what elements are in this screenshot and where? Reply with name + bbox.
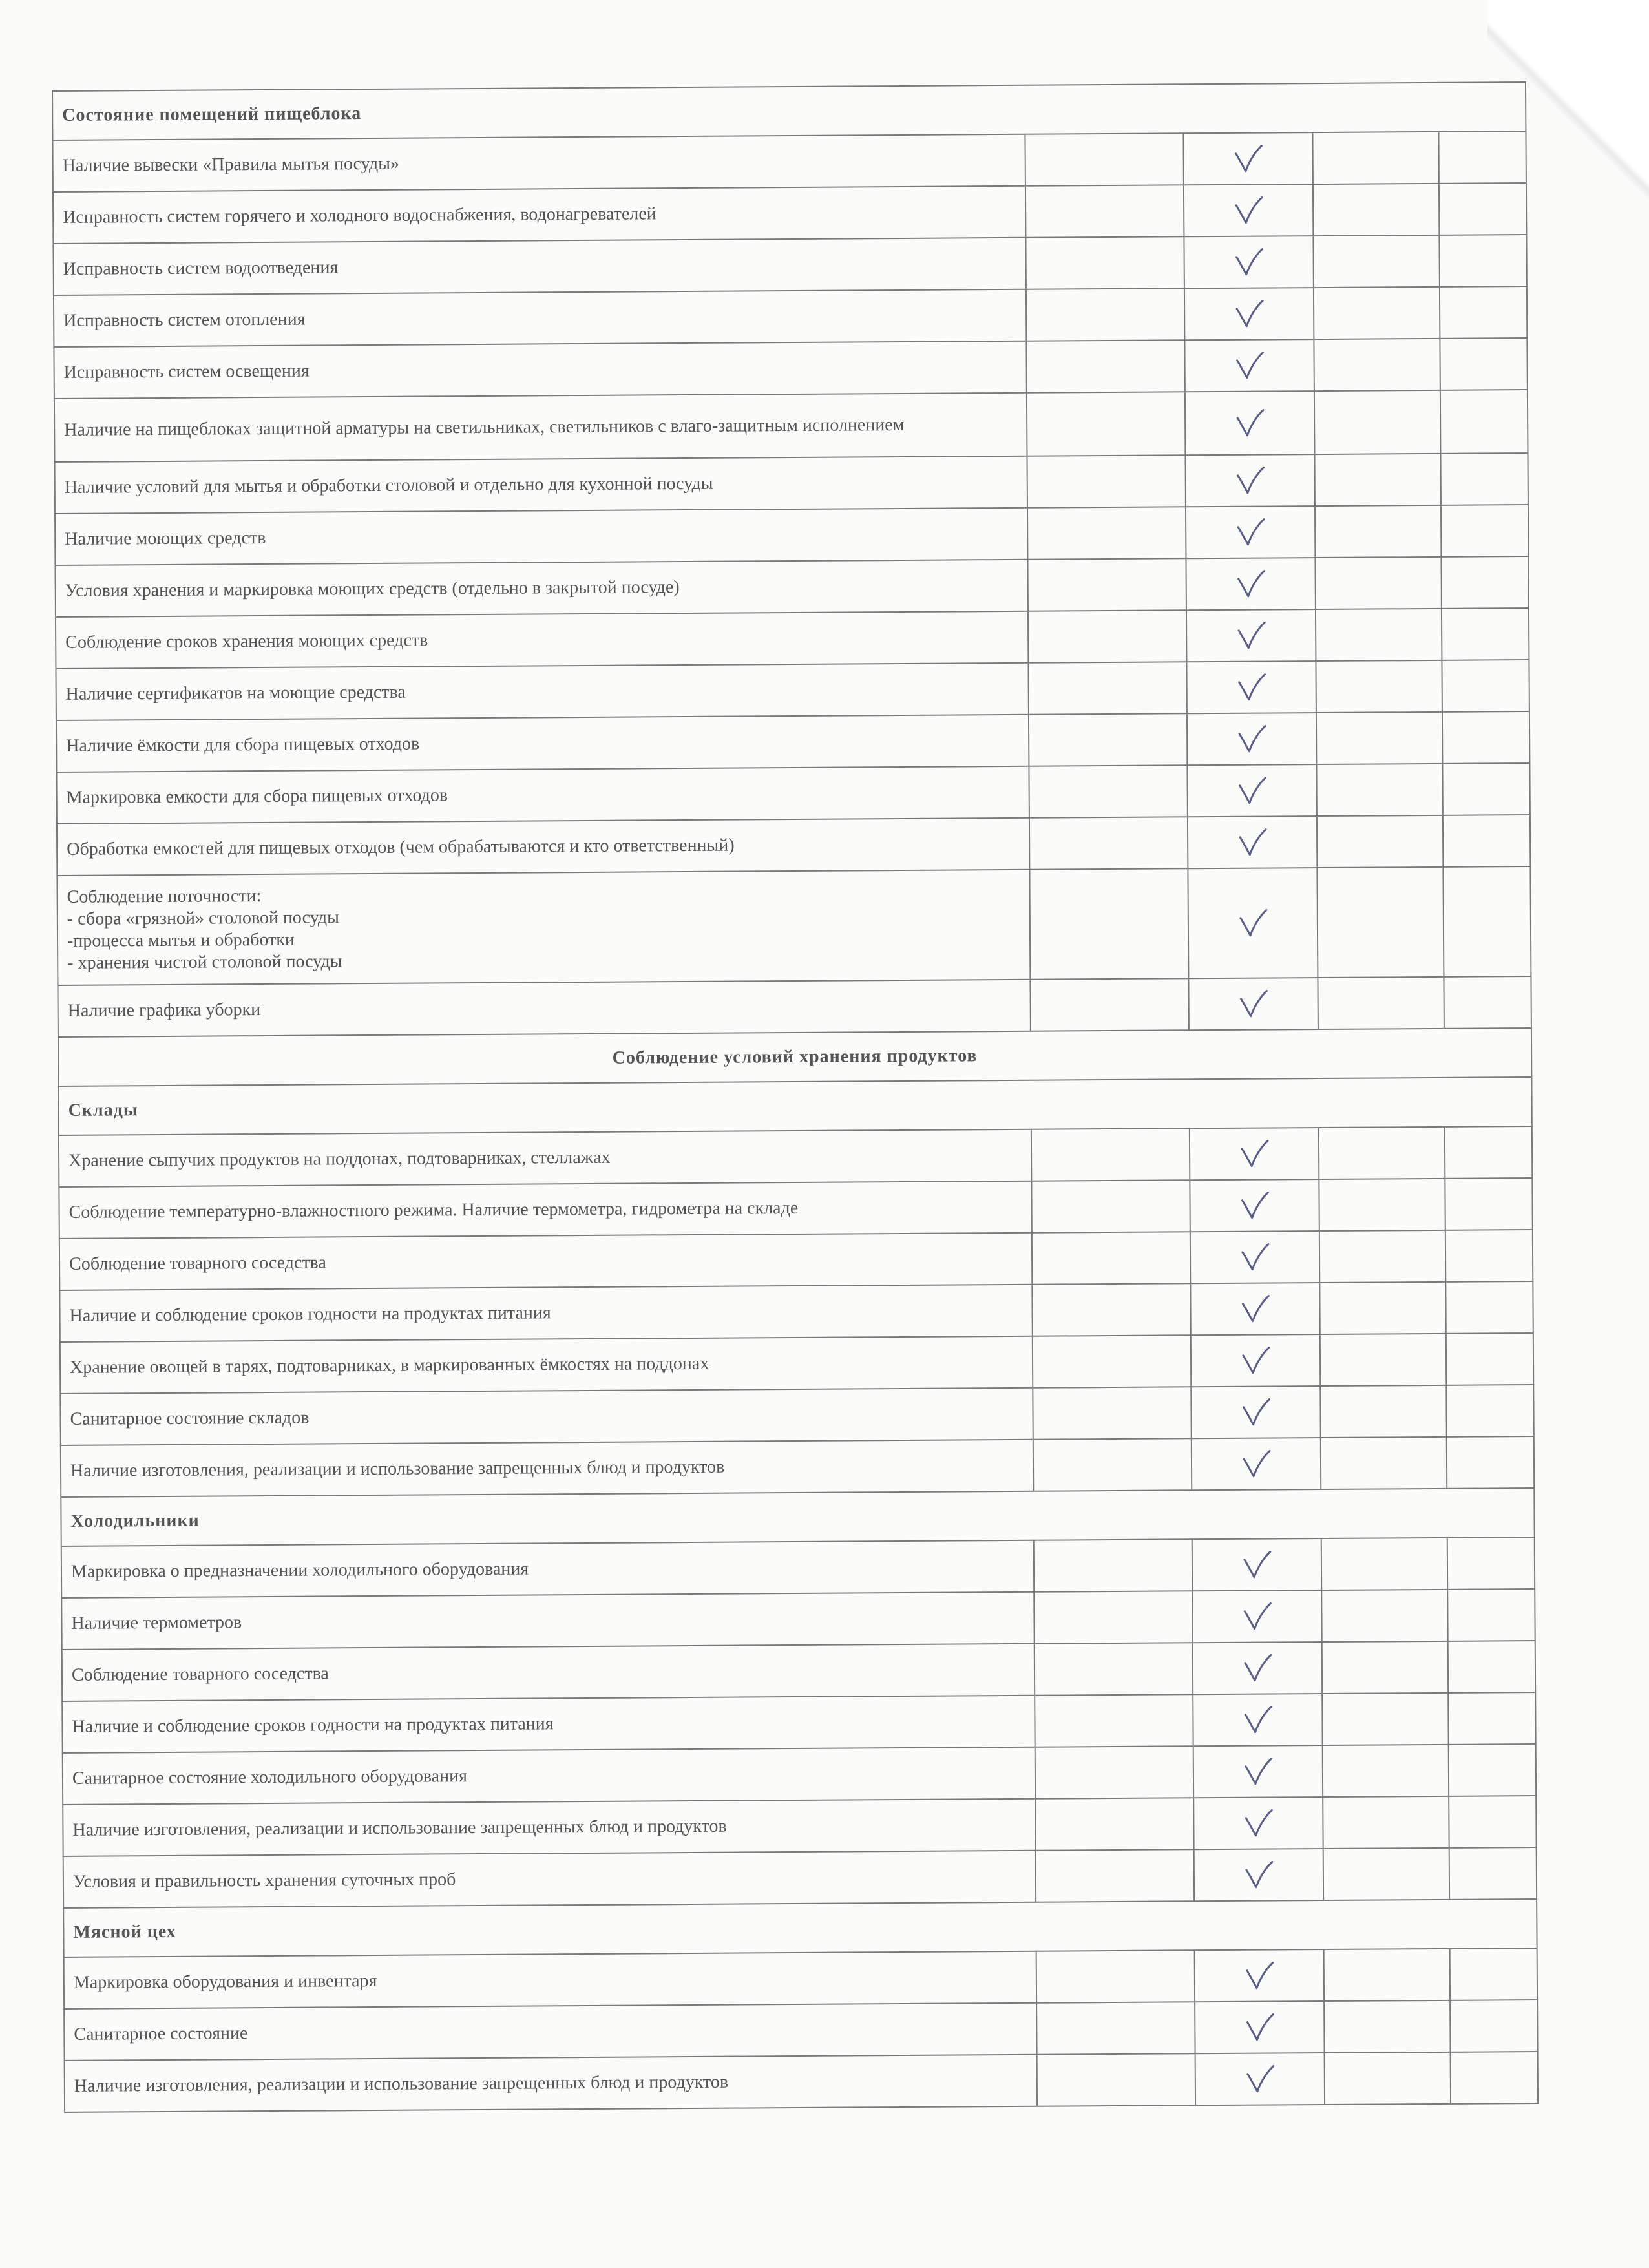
checklist-row [54,286,1527,347]
yes-mark-cell [1184,184,1313,236]
check-mark-icon [1190,989,1318,1018]
check-mark-icon [1188,828,1316,857]
criterion-text: Наличие изготовления, реализации и использование запрещенных блюд и продуктов [61,1440,1033,1497]
yes-mark-cell [1193,1745,1323,1798]
empty-mark-cell [1028,662,1186,714]
check-mark-icon [1192,1449,1320,1478]
criterion-text: Соблюдение товарного соседства [62,1644,1035,1701]
section-title: Мясной цех [63,1899,1537,1957]
checklist-row [54,390,1528,462]
empty-mark-cell [1439,183,1526,235]
criterion-text: Соблюдение поточности: - сбора «грязной» столовой посуды -процесса мытья и обработки - хранения чистой столовой посуды [57,870,1030,985]
checklist-row [63,1847,1537,1908]
empty-mark-cell [1312,132,1438,184]
empty-mark-cell [1313,235,1439,288]
yes-mark-cell [1191,1334,1320,1387]
yes-mark-cell [1192,1438,1321,1490]
checklist-row [56,711,1529,772]
checklist-sheet [52,81,1538,2223]
yes-mark-cell [1193,1642,1322,1694]
checklist-row [63,1744,1536,1805]
empty-mark-cell [1441,505,1528,557]
empty-mark-cell [1027,392,1186,456]
empty-mark-cell [1440,390,1528,454]
criterion-text: Санитарное состояние [64,2003,1036,2061]
checklist-row [64,2000,1537,2061]
empty-mark-cell [1443,815,1530,867]
empty-mark-cell [1447,1589,1535,1641]
criterion-text: Наличие изготовления, реализации и использование запрещенных блюд и продуктов [63,1799,1035,1856]
yes-mark-cell [1187,764,1316,817]
check-mark-icon [1194,1757,1322,1786]
empty-mark-cell [1438,131,1526,184]
check-mark-icon [1193,1705,1321,1734]
criterion-text: Исправность систем водоотведения [53,238,1025,295]
empty-mark-cell [1449,1744,1536,1796]
criterion-text: Условия хранения и маркировка моющих средств (отдельно в закрытой посуде) [55,560,1027,617]
yes-mark-cell [1195,2053,1325,2105]
empty-mark-cell [1035,1746,1193,1798]
empty-mark-cell [1446,1333,1533,1385]
empty-mark-cell [1318,977,1444,1029]
empty-mark-cell [1029,817,1188,869]
empty-mark-cell [1449,1847,1537,1900]
empty-mark-cell [1035,1643,1193,1695]
yes-mark-cell [1184,339,1314,392]
check-mark-icon [1193,1602,1321,1631]
empty-mark-cell [1445,1178,1532,1230]
yes-mark-cell [1194,1849,1323,1901]
yes-mark-cell [1185,391,1315,455]
empty-mark-cell [1324,1949,1450,2001]
empty-mark-cell [1026,288,1184,341]
empty-mark-cell [1322,1641,1448,1694]
empty-mark-cell [1442,660,1529,712]
check-mark-icon [1188,776,1316,805]
yes-mark-cell [1190,1128,1319,1180]
empty-mark-cell [1440,453,1528,505]
empty-mark-cell [1321,1538,1447,1590]
criterion-text: Наличие и соблюдение сроков годности на продуктах питания [62,1696,1035,1753]
checklist-row [58,976,1531,1037]
empty-mark-cell [1444,976,1531,1029]
check-mark-icon [1189,908,1317,938]
section-header-row [61,1488,1534,1546]
criterion-text: Обработка емкостей для пищевых отходов (чем обрабатываются и кто ответственный) [57,818,1029,876]
criterion-text: Хранение сыпучих продуктов на поддонах, подтоварниках, стеллажах [59,1129,1031,1187]
checklist-row [55,453,1528,514]
empty-mark-cell [1325,2052,1451,2105]
empty-mark-cell [1027,507,1186,559]
empty-mark-cell [1036,1950,1195,2002]
checklist-row [57,815,1530,876]
checklist-row [63,1796,1536,1856]
check-mark-icon [1194,1809,1322,1838]
checklist-row [59,1230,1533,1290]
criterion-text: Наличие сертификатов на моющие средства [56,663,1028,720]
check-mark-icon [1191,1294,1319,1323]
criterion-text: Хранение овощей в тарях, подтоварниках, в маркированных ёмкостях на поддонах [60,1336,1033,1394]
checklist-row [52,131,1526,192]
criterion-text: Наличие моющих средств [55,508,1027,565]
yes-mark-cell [1195,1949,1324,2002]
check-mark-icon [1187,569,1315,598]
check-mark-icon [1190,1139,1318,1168]
empty-mark-cell [1314,390,1441,454]
checklist-row [60,1385,1533,1445]
criterion-text: Наличие и соблюдение сроков годности на продуктах питания [59,1285,1032,1342]
checklist-row [61,1436,1534,1497]
section-title: Склады [58,1077,1531,1135]
criterion-text: Маркировка емкости для сбора пищевых отходов [56,766,1029,824]
yes-mark-cell [1190,1231,1319,1283]
empty-mark-cell [1315,557,1441,609]
criterion-text: Наличие на пищеблоках защитной арматуры на светильниках, светильников с влаго-защитным исполнением [54,393,1027,462]
criterion-text: Маркировка о предназначении холодильного оборудования [61,1540,1034,1598]
empty-mark-cell [1030,978,1188,1031]
check-mark-icon [1186,351,1314,380]
empty-mark-cell [1451,2052,1538,2104]
empty-mark-cell [1448,1641,1535,1693]
empty-mark-cell [1037,2053,1195,2106]
empty-mark-cell [1321,1590,1447,1642]
empty-mark-cell [1027,558,1186,611]
empty-mark-cell [1035,1798,1193,1850]
empty-mark-cell [1449,1796,1536,1848]
empty-mark-cell [1025,185,1184,237]
empty-mark-cell [1033,1335,1191,1387]
criterion-text: Санитарное состояние складов [60,1388,1033,1445]
yes-mark-cell [1188,978,1318,1030]
criterion-text: Исправность систем горячего и холодного водоснабжения, водонагревателей [53,186,1025,244]
section-header-row [63,1899,1537,1957]
yes-mark-cell [1186,609,1316,662]
yes-mark-cell [1187,713,1316,765]
empty-mark-cell [1031,1180,1190,1232]
criterion-text: Наличие вывески «Правила мытья посуды» [52,134,1025,192]
criterion-text: Санитарное состояние холодильного оборудования [63,1747,1035,1805]
empty-mark-cell [1036,2002,1195,2054]
empty-mark-cell [1025,236,1184,289]
check-mark-icon [1190,1191,1318,1220]
criterion-text: Наличие ёмкости для сбора пищевых отходов [56,715,1029,772]
empty-mark-cell [1320,1385,1446,1438]
section-header-row [58,1028,1531,1086]
check-mark-icon [1186,466,1314,495]
criterion-text: Исправность систем освещения [54,341,1026,399]
checklist-row [54,338,1527,399]
check-mark-icon [1192,1346,1319,1375]
checklist-row [62,1692,1535,1753]
checklist-row [60,1333,1533,1394]
empty-mark-cell [1025,133,1183,185]
checklist-row [64,1948,1537,2009]
criterion-text: Соблюдение температурно-влажностного режима. Наличие термометра, гидрометра на складе [59,1181,1031,1239]
checklist-row [53,235,1526,295]
checklist-row [59,1281,1533,1342]
yes-mark-cell [1186,558,1315,610]
yes-mark-cell [1192,1590,1321,1643]
yes-mark-cell [1190,1179,1319,1232]
empty-mark-cell [1319,1127,1445,1179]
empty-mark-cell [1032,1232,1190,1284]
empty-mark-cell [1033,1387,1191,1439]
empty-mark-cell [1034,1539,1192,1591]
check-mark-icon [1185,299,1313,328]
empty-mark-cell [1440,338,1527,390]
criterion-text: Маркировка оборудования и инвентаря [64,1951,1036,2009]
yes-mark-cell [1191,1386,1320,1438]
empty-mark-cell [1442,763,1529,815]
check-mark-icon [1195,1860,1323,1889]
empty-mark-cell [1446,1385,1533,1437]
check-mark-icon [1185,247,1313,277]
checklist-row [62,1641,1535,1701]
empty-mark-cell [1450,2000,1537,2052]
empty-mark-cell [1314,454,1440,506]
empty-mark-cell [1316,609,1442,661]
empty-mark-cell [1319,1230,1445,1283]
empty-mark-cell [1448,1692,1535,1745]
checklist-row [56,763,1529,824]
section-title: Холодильники [61,1488,1534,1546]
check-mark-icon [1193,1654,1321,1683]
empty-mark-cell [1033,1438,1192,1491]
check-mark-icon [1186,518,1314,547]
check-mark-icon [1188,673,1316,702]
criterion-text: Наличие изготовления, реализации и использование запрещенных блюд и продуктов [65,2055,1037,2112]
check-mark-icon [1184,196,1312,225]
empty-mark-cell [1442,608,1529,660]
empty-mark-cell [1036,1849,1194,1902]
yes-mark-cell [1195,2001,1324,2053]
empty-mark-cell [1445,1126,1532,1179]
section-header-row [58,1077,1531,1135]
inspection-table [52,81,1539,2113]
empty-mark-cell [1322,1693,1448,1745]
empty-mark-cell [1317,867,1444,978]
yes-mark-cell [1184,236,1313,288]
empty-mark-cell [1323,1848,1449,1900]
checklist-row [55,556,1528,617]
criterion-text: Исправность систем отопления [54,289,1026,347]
checklist-row [55,505,1528,565]
empty-mark-cell [1315,505,1441,558]
section-title: Соблюдение условий хранения продуктов [58,1028,1531,1086]
yes-mark-cell [1185,454,1314,507]
check-mark-icon [1195,2013,1323,2042]
yes-mark-cell [1193,1694,1322,1746]
check-mark-icon [1196,2064,1324,2094]
check-mark-icon [1188,724,1316,753]
empty-mark-cell [1026,340,1184,392]
check-mark-icon [1193,1550,1321,1579]
yes-mark-cell [1183,132,1312,185]
yes-mark-cell [1188,868,1318,978]
empty-mark-cell [1447,1537,1535,1590]
criterion-text: Наличие графика уборки [58,980,1030,1037]
empty-mark-cell [1028,610,1186,662]
empty-mark-cell [1321,1437,1447,1489]
empty-mark-cell [1443,866,1531,977]
checklist-row [61,1589,1535,1650]
check-mark-icon [1186,408,1314,437]
checklist-row [59,1126,1532,1187]
yes-mark-cell [1186,661,1316,713]
empty-mark-cell [1323,1745,1449,1797]
empty-mark-cell [1439,235,1526,287]
section-title: Состояние помещений пищеблока [52,82,1526,140]
check-mark-icon [1187,621,1315,650]
empty-mark-cell [1032,1283,1190,1336]
empty-mark-cell [1450,1948,1537,2000]
criterion-text: Соблюдение товарного соседства [59,1233,1032,1290]
empty-mark-cell [1319,1282,1445,1334]
checklist-row [57,866,1531,985]
empty-mark-cell [1441,556,1528,609]
criterion-text: Наличие условий для мытья и обработки столовой и отдельно для кухонной посуды [55,456,1027,514]
yes-mark-cell [1190,1283,1319,1335]
empty-mark-cell [1029,765,1187,817]
yes-mark-cell [1192,1538,1321,1591]
check-mark-icon [1195,1961,1323,1990]
empty-mark-cell [1316,764,1442,816]
empty-mark-cell [1447,1436,1534,1489]
empty-mark-cell [1319,1179,1445,1231]
section-header-row [52,82,1526,140]
empty-mark-cell [1442,711,1529,764]
empty-mark-cell [1445,1230,1533,1282]
empty-mark-cell [1324,2000,1450,2053]
checklist-row [53,183,1526,244]
empty-mark-cell [1031,1128,1190,1181]
empty-mark-cell [1445,1281,1533,1334]
criterion-text: Наличие термометров [61,1592,1034,1650]
empty-mark-cell [1320,1334,1446,1386]
empty-mark-cell [1440,286,1527,339]
check-mark-icon [1192,1398,1319,1427]
empty-mark-cell [1317,815,1443,868]
empty-mark-cell [1323,1796,1449,1849]
empty-mark-cell [1316,712,1442,764]
empty-mark-cell [1316,660,1442,713]
checklist-row [56,608,1529,669]
checklist-row [65,2052,1538,2112]
empty-mark-cell [1035,1694,1193,1747]
yes-mark-cell [1186,506,1315,558]
check-mark-icon [1191,1243,1319,1272]
yes-mark-cell [1184,288,1314,340]
empty-mark-cell [1034,1591,1192,1643]
criterion-text: Условия и правильность хранения суточных проб [63,1851,1036,1908]
empty-mark-cell [1314,339,1440,391]
empty-mark-cell [1314,287,1440,339]
yes-mark-cell [1193,1797,1323,1849]
yes-mark-cell [1188,816,1317,868]
check-mark-icon [1184,144,1312,173]
checklist-row [59,1178,1532,1239]
checklist-row [56,660,1529,720]
checklist-row [61,1537,1535,1598]
empty-mark-cell [1027,455,1185,507]
criterion-text: Соблюдение сроков хранения моющих средств [56,611,1028,669]
empty-mark-cell [1029,868,1188,979]
empty-mark-cell [1313,184,1439,236]
empty-mark-cell [1029,713,1187,766]
